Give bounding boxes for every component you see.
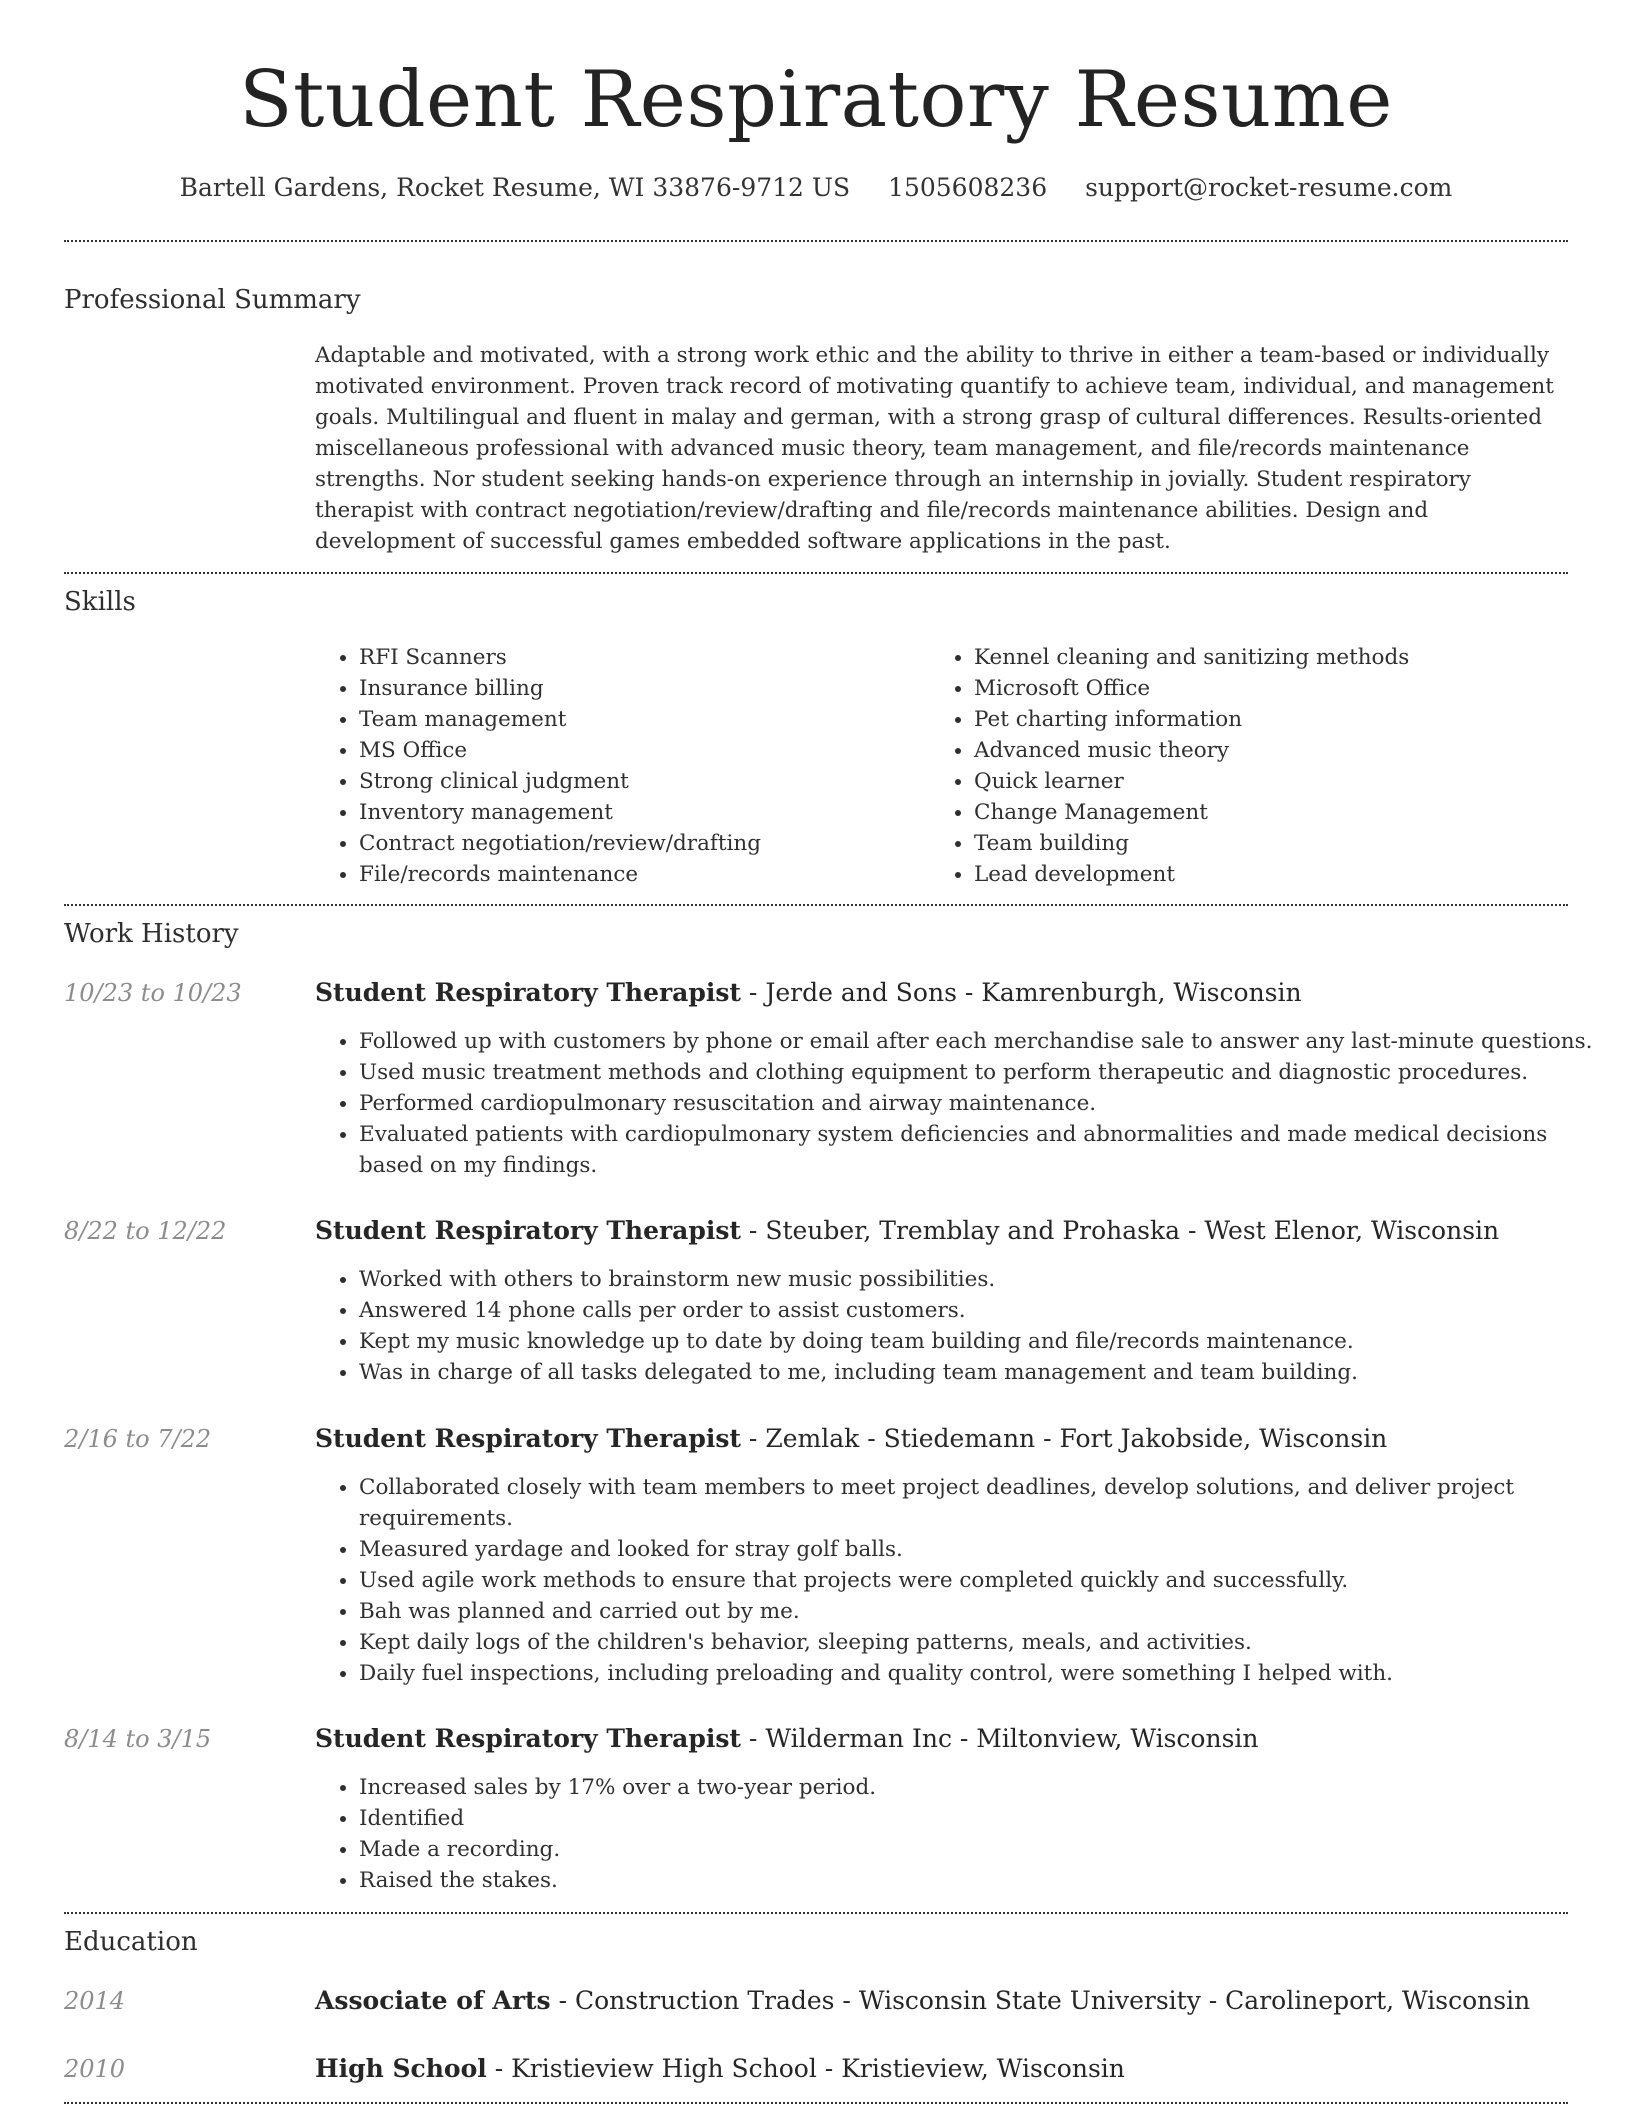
skills-list-left bbox=[315, 642, 919, 890]
job-dates: 8/14 to 3/15 bbox=[64, 1725, 212, 1753]
job-role: Student Respiratory Therapist bbox=[315, 1724, 741, 1753]
skills-list-right bbox=[930, 642, 1574, 890]
education-year: 2014 bbox=[64, 1987, 126, 2015]
job-role: Student Respiratory Therapist bbox=[315, 1424, 741, 1453]
job-employer: - Steuber, Tremblay and Prohaska - West Elenor, Wisconsin bbox=[740, 1216, 1500, 1245]
job-bullet: • Kept daily logs of the children's behavior, sleeping patterns, meals, and activities. bbox=[359, 1627, 1614, 1658]
job-employer: - Zemlak - Stiedemann - Fort Jakobside, Wisconsin bbox=[740, 1424, 1388, 1453]
job-title bbox=[315, 1213, 1499, 1249]
skills-heading: Skills bbox=[64, 587, 136, 617]
job-bullet: • Collaborated closely with team members to meet project deadlines, develop solutions, and deliver project requirements. bbox=[359, 1472, 1614, 1534]
education-heading: Education bbox=[64, 1927, 198, 1957]
contact-email: support@rocket-resume.com bbox=[1085, 173, 1453, 202]
job-bullet: • Increased sales by 17% over a two-year period. bbox=[359, 1772, 1614, 1803]
job-bullet: • Performed cardiopulmonary resuscitation and airway maintenance. bbox=[359, 1088, 1614, 1119]
job-bullet: • Used agile work methods to ensure that projects were completed quickly and successfully. bbox=[359, 1565, 1614, 1596]
job-bullet: • Followed up with customers by phone or email after each merchandise sale to answer any last-minute questions. bbox=[359, 1026, 1614, 1057]
education-school: - Construction Trades - Wisconsin State University - Carolineport, Wisconsin bbox=[550, 1986, 1531, 2015]
job-dates: 8/22 to 12/22 bbox=[64, 1217, 227, 1245]
education-degree: Associate of Arts bbox=[315, 1986, 551, 2015]
job-bullet: • Daily fuel inspections, including preloading and quality control, were something I helped with. bbox=[359, 1658, 1614, 1689]
job-employer: - Jerde and Sons - Kamrenburgh, Wisconsin bbox=[740, 978, 1302, 1007]
skill-item: • File/records maintenance bbox=[359, 859, 919, 890]
education-entry bbox=[315, 2051, 1125, 2087]
skill-item: • Kennel cleaning and sanitizing methods bbox=[974, 642, 1574, 673]
job-dates: 10/23 to 10/23 bbox=[64, 979, 242, 1007]
job-bullets bbox=[315, 1264, 1614, 1388]
work-heading: Work History bbox=[64, 919, 239, 949]
contact-line bbox=[0, 170, 1632, 206]
job-bullets bbox=[315, 1772, 1614, 1896]
job-role: Student Respiratory Therapist bbox=[315, 1216, 741, 1245]
job-bullet: • Raised the stakes. bbox=[359, 1865, 1614, 1896]
job-bullet: • Worked with others to brainstorm new music possibilities. bbox=[359, 1264, 1614, 1295]
skill-item: • Quick learner bbox=[974, 766, 1574, 797]
job-employer: - Wilderman Inc - Miltonview, Wisconsin bbox=[740, 1724, 1259, 1753]
skill-item: • Change Management bbox=[974, 797, 1574, 828]
section-divider bbox=[64, 240, 1568, 242]
job-title bbox=[315, 1421, 1387, 1457]
summary-text: Adaptable and motivated, with a strong work ethic and the ability to thrive in either a team-based or individually motivated environment. Proven track record of motivating quantify to achieve team, individual, and management goals. Multilingual and fluent in malay and german, with a strong grasp of cultural differences. Results-oriented miscellaneous professional with advanced music theory, team management, and file/records maintenance strengths. Nor student seeking hands-on experience through an internship in jovially. Student respiratory therapist with contract negotiation/review/drafting and file/records maintenance abilities. Design and development of successful games embedded software applications in the past. bbox=[315, 343, 1554, 554]
skill-item: • Lead development bbox=[974, 859, 1574, 890]
job-bullet: • Evaluated patients with cardiopulmonary system deficiencies and abnormalities and made medical decisions based on my findings. bbox=[359, 1119, 1614, 1181]
skill-item: • Team management bbox=[359, 704, 919, 735]
skill-item: • Team building bbox=[974, 828, 1574, 859]
skill-item: • Advanced music theory bbox=[974, 735, 1574, 766]
section-divider bbox=[64, 904, 1568, 906]
job-role: Student Respiratory Therapist bbox=[315, 978, 741, 1007]
contact-phone: 1505608236 bbox=[888, 173, 1048, 202]
job-title bbox=[315, 975, 1302, 1011]
job-bullet: • Used music treatment methods and clothing equipment to perform therapeutic and diagnostic procedures. bbox=[359, 1057, 1614, 1088]
job-bullet: • Made a recording. bbox=[359, 1834, 1614, 1865]
education-year: 2010 bbox=[64, 2055, 126, 2083]
job-bullet: • Was in charge of all tasks delegated to me, including team management and team building. bbox=[359, 1357, 1614, 1388]
skill-item: • RFI Scanners bbox=[359, 642, 919, 673]
skill-item: • Insurance billing bbox=[359, 673, 919, 704]
section-divider bbox=[64, 2102, 1568, 2104]
resume-title: Student Respiratory Resume bbox=[239, 55, 1393, 145]
job-bullets bbox=[315, 1026, 1614, 1181]
skill-item: • Microsoft Office bbox=[974, 673, 1574, 704]
skill-item: • Inventory management bbox=[359, 797, 919, 828]
job-dates: 2/16 to 7/22 bbox=[64, 1425, 212, 1453]
job-bullet: • Identified bbox=[359, 1803, 1614, 1834]
skill-item: • Pet charting information bbox=[974, 704, 1574, 735]
skill-item: • MS Office bbox=[359, 735, 919, 766]
skill-item: • Contract negotiation/review/drafting bbox=[359, 828, 919, 859]
education-degree: High School bbox=[315, 2054, 487, 2083]
job-bullet: • Measured yardage and looked for stray golf balls. bbox=[359, 1534, 1614, 1565]
contact-address: Bartell Gardens, Rocket Resume, WI 33876-9712 US bbox=[179, 173, 851, 202]
job-bullets bbox=[315, 1472, 1614, 1689]
education-school: - Kristieview High School - Kristieview, Wisconsin bbox=[486, 2054, 1125, 2083]
education-entry bbox=[315, 1983, 1530, 2019]
job-bullet: • Answered 14 phone calls per order to assist customers. bbox=[359, 1295, 1614, 1326]
job-bullet: • Bah was planned and carried out by me. bbox=[359, 1596, 1614, 1627]
section-divider bbox=[64, 572, 1568, 574]
section-divider bbox=[64, 1912, 1568, 1914]
job-bullet: • Kept my music knowledge up to date by doing team building and file/records maintenance. bbox=[359, 1326, 1614, 1357]
job-title bbox=[315, 1721, 1259, 1757]
skill-item: • Strong clinical judgment bbox=[359, 766, 919, 797]
summary-heading: Professional Summary bbox=[64, 285, 361, 315]
